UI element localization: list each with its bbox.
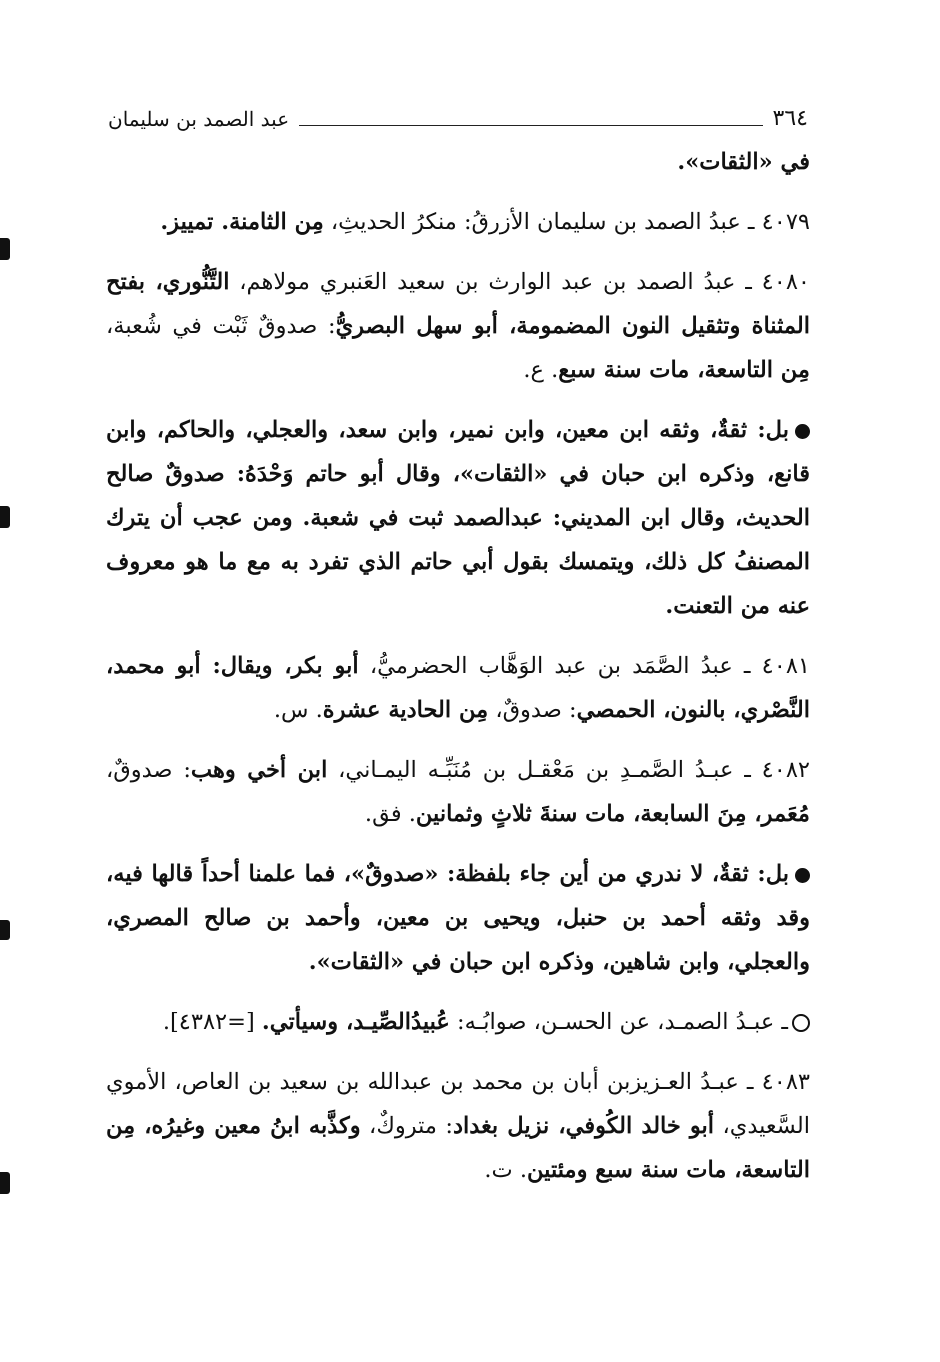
text-segment: في «الثقات». xyxy=(677,149,810,175)
scan-edge-mark xyxy=(0,1172,10,1194)
text-segment: : صدوقٌ، xyxy=(488,697,577,723)
text-segment: بل: ثقةٌ، وثقه ابن معين، وابن نمير، وابن سعد، والعجلي، والحاكم، وابن قانع، وذكره ابن حبان في «الثقات»، وقال أبو حاتم وَحْدَهُ: صدوقٌ صالح الحديث، وقال ابن المديني: عبدالصمد ثبت في شعبة. ومن عجب أن يترك المصنفُ كل ذلك، ويتمسك بقول أبي حاتم الذي تفرد به مع ما هو معروف عنه من التعنت. xyxy=(106,417,810,619)
entry-paragraph xyxy=(106,200,810,244)
entry-paragraph xyxy=(106,140,810,184)
scan-edge-mark xyxy=(0,506,10,528)
text-segment: ٤٠٨٠ ـ عبدُ الصمد بن عبد الوارث بن سعيد العَنبري مولاهم، xyxy=(229,269,811,295)
note-paragraph xyxy=(106,1000,810,1044)
text-segment: ـ عبـدُ الصمـد، عن الحسـن، صوابُـه: xyxy=(449,1009,788,1035)
text-segment: مِن التاسعة، مات سنة سبع xyxy=(558,357,810,383)
text-segment: ابن أخي وهب xyxy=(190,757,328,783)
text-segment: [=٤٣٨٢]. xyxy=(162,1009,262,1035)
text-segment: ٤٠٨٣ ـ عبـدُ العـزيزبن أبان بن محمد بن عبدالله بن سعيد بن العاص، الأموي السَّعيدي، xyxy=(106,1069,810,1139)
filled-circle-icon xyxy=(795,424,810,439)
text-segment: . ع. xyxy=(523,357,559,383)
text-segment: أبو خالد الكُوفي، نزيل بغداد xyxy=(452,1113,715,1139)
page-number: ٣٦٤ xyxy=(772,106,808,131)
note-paragraph xyxy=(106,408,810,628)
text-segment: مِن الحادية عشرة xyxy=(322,697,489,723)
text-segment: : صدوقٌ ثَبْت في شُعبة، xyxy=(106,313,336,339)
text-segment: وكذَّبه ابنُ معين وغيرُه، مِن التاسعة، مات سنة سبع ومئتين xyxy=(106,1113,810,1183)
filled-circle-icon xyxy=(795,868,810,883)
header-rule xyxy=(299,125,762,126)
entry-paragraph xyxy=(106,748,810,836)
text-segment: مُعَمر، مِنَ السابعة، مات سنةَ ثلاثٍ وثمانين xyxy=(415,801,810,827)
text-segment: ٤٠٧٩ ـ عبدُ الصمد بن سليمان الأزرقُ: منكرُ الحديثِ، xyxy=(323,209,810,235)
running-title: عبد الصمد بن سليمان xyxy=(108,107,290,131)
entry-paragraph xyxy=(106,1060,810,1192)
text-segment: . فق. xyxy=(364,801,416,827)
text-segment: أبو بكر، ويقال: أبو محمد، النَّصْري، بالنون، الحمصي xyxy=(106,653,810,723)
scan-edge-mark xyxy=(0,238,10,260)
page-body xyxy=(106,140,810,1208)
scan-edge-mark xyxy=(0,920,10,940)
hollow-circle-icon xyxy=(792,1014,810,1032)
text-segment: عُبيدُالصِّيـد، وسيأتي. xyxy=(261,1009,450,1035)
text-segment: مِن الثامنة. تمييز. xyxy=(160,209,324,235)
entry-paragraph xyxy=(106,644,810,732)
entry-paragraph xyxy=(106,260,810,392)
text-segment: . ت. xyxy=(484,1157,528,1183)
text-segment: ٤٠٨١ ـ عبدُ الصَّمَد بن عبد الوَهَّاب الحضرميُّ، xyxy=(358,653,810,679)
text-segment: ٤٠٨٢ ـ عبـدُ الصَّمـدِ بن مَعْقـل بن مُنَبِّـه اليمـاني، xyxy=(327,757,810,783)
text-segment: . س. xyxy=(273,697,323,723)
text-segment: التَّنُّوري، بفتح المثناة وتثقيل النون المضمومة، أبو سهل البصريُّ xyxy=(106,269,811,339)
page-header xyxy=(108,96,808,132)
text-segment: : صدوقٌ، xyxy=(106,757,191,783)
note-paragraph xyxy=(106,852,810,984)
text-segment: : متروكٌ، xyxy=(360,1113,453,1139)
text-segment: بل: ثقةٌ، لا ندري من أين جاء بلفظة: «صدوقٌ»، فما علمنا أحداً قالها فيه، وقد وثقه أحمد بن حنبل، ويحيى بن معين، وأحمد بن صالح المصري، والعجلي، وابن شاهين، وذكره ابن حبان في «الثقات». xyxy=(106,861,810,975)
